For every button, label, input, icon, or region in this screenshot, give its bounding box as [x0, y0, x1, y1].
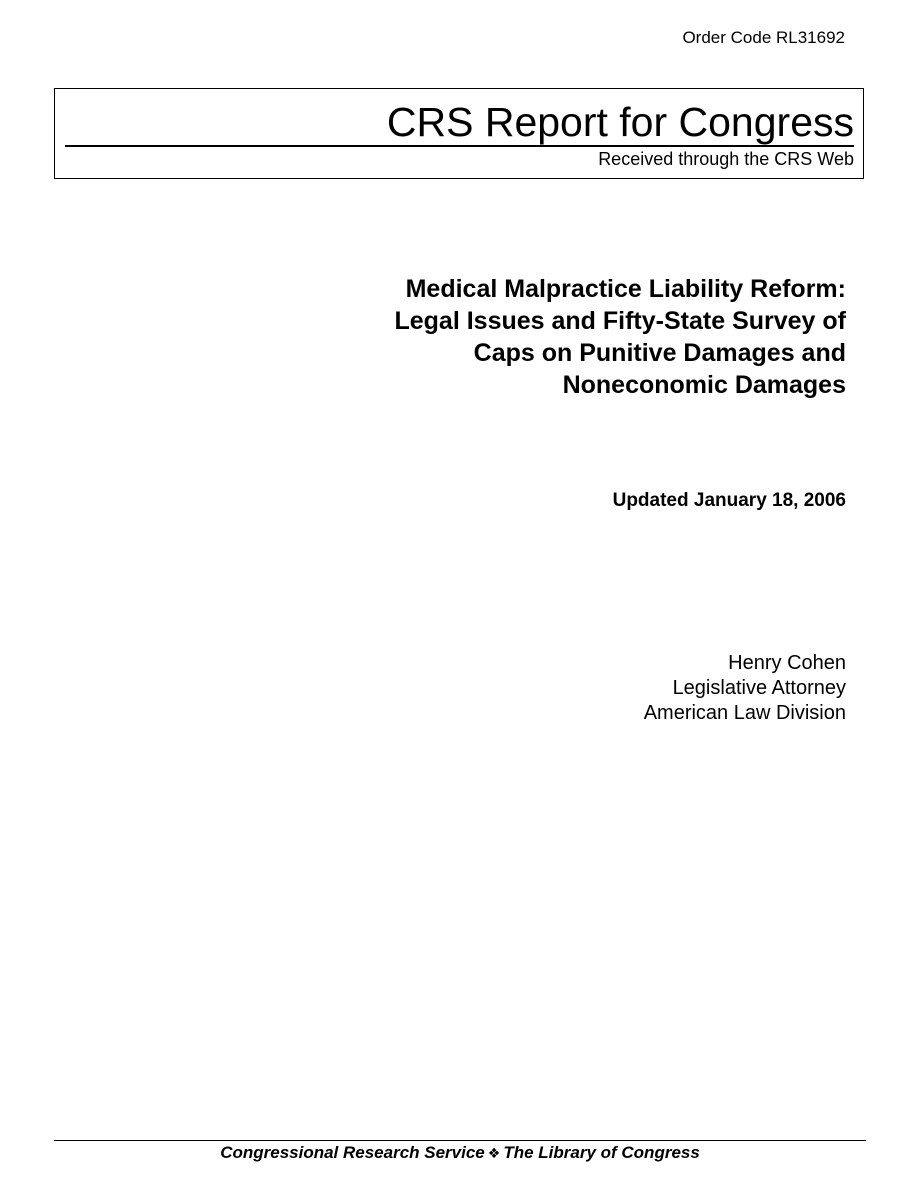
footer-divider: [54, 1140, 866, 1141]
four-diamond-ornament-icon: ❖: [487, 1146, 501, 1162]
report-header-box: [54, 88, 864, 179]
updated-date: Updated January 18, 2006: [612, 490, 846, 511]
report-title-line: Legal Issues and Fifty-State Survey of: [394, 307, 846, 335]
author-block: [644, 651, 846, 726]
author-division: American Law Division: [643, 702, 846, 724]
report-title-line: Medical Malpractice Liability Reform:: [405, 275, 846, 303]
footer: [0, 1143, 920, 1164]
author-name: Henry Cohen: [728, 652, 846, 674]
header-subtitle: Received through the CRS Web: [598, 149, 854, 169]
order-code: Order Code RL31692: [682, 28, 845, 47]
report-title: [286, 273, 846, 401]
footer-crs: Congressional Research Service: [220, 1143, 485, 1162]
report-title-line: Noneconomic Damages: [562, 371, 846, 399]
header-title: CRS Report for Congress: [386, 99, 854, 145]
header-divider: [65, 145, 854, 147]
author-position: Legislative Attorney: [672, 677, 846, 699]
footer-library: The Library of Congress: [503, 1143, 700, 1162]
report-title-line: Caps on Punitive Damages and: [473, 339, 846, 367]
